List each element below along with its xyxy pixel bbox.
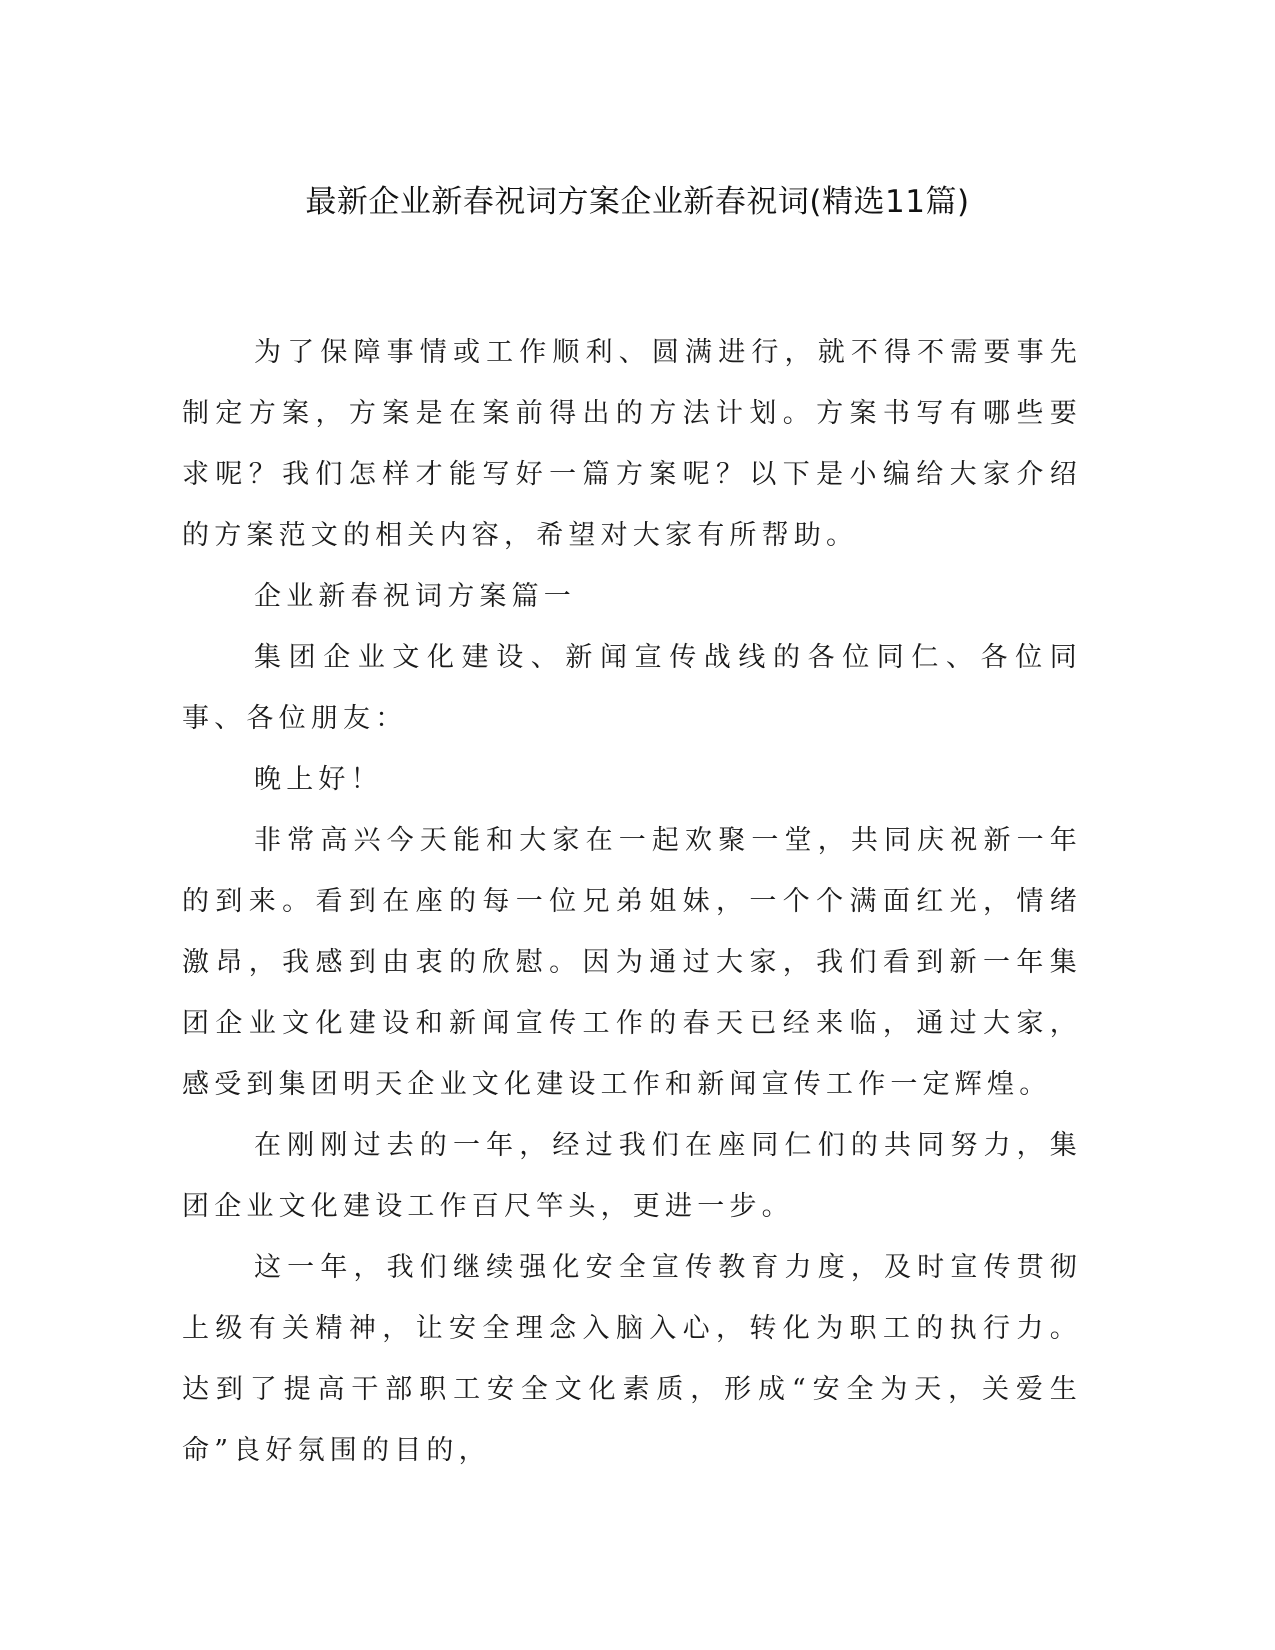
greeting-paragraph: 晚上好！ xyxy=(254,764,383,795)
document-body xyxy=(182,322,1082,1481)
body-paragraph: 在刚刚过去的一年，经过我们在座同仁们的共同努力，集团企业文化建设工作百尺竿头，更进一步。 xyxy=(182,1130,1082,1222)
intro-paragraph: 为了保障事情或工作顺利、圆满进行，就不得不需要事先制定方案，方案是在案前得出的方法计划。方案书写有哪些要求呢？我们怎样才能写好一篇方案呢？以下是小编给大家介绍的方案范文的相关内容，希望对大家有所帮助。 xyxy=(182,337,1082,551)
section-heading: 企业新春祝词方案篇一 xyxy=(254,581,576,612)
document-title: 最新企业新春祝词方案企业新春祝词(精选11篇) xyxy=(305,184,970,220)
body-paragraph: 这一年，我们继续强化安全宣传教育力度，及时宣传贯彻上级有关精神，让安全理念入脑入心，转化为职工的执行力。达到了提高干部职工安全文化素质，形成“安全为天，关爱生命”良好氛围的目的， xyxy=(182,1252,1082,1466)
body-paragraph: 非常高兴今天能和大家在一起欢聚一堂，共同庆祝新一年的到来。看到在座的每一位兄弟姐妹，一个个满面红光，情绪激昂，我感到由衷的欣慰。因为通过大家，我们看到新一年集团企业文化建设和新闻宣传工作的春天已经来临，通过大家，感受到集团明天企业文化建设工作和新闻宣传工作一定辉煌。 xyxy=(182,825,1082,1100)
salutation-paragraph: 集团企业文化建设、新闻宣传战线的各位同仁、各位同事、各位朋友： xyxy=(182,642,1082,734)
